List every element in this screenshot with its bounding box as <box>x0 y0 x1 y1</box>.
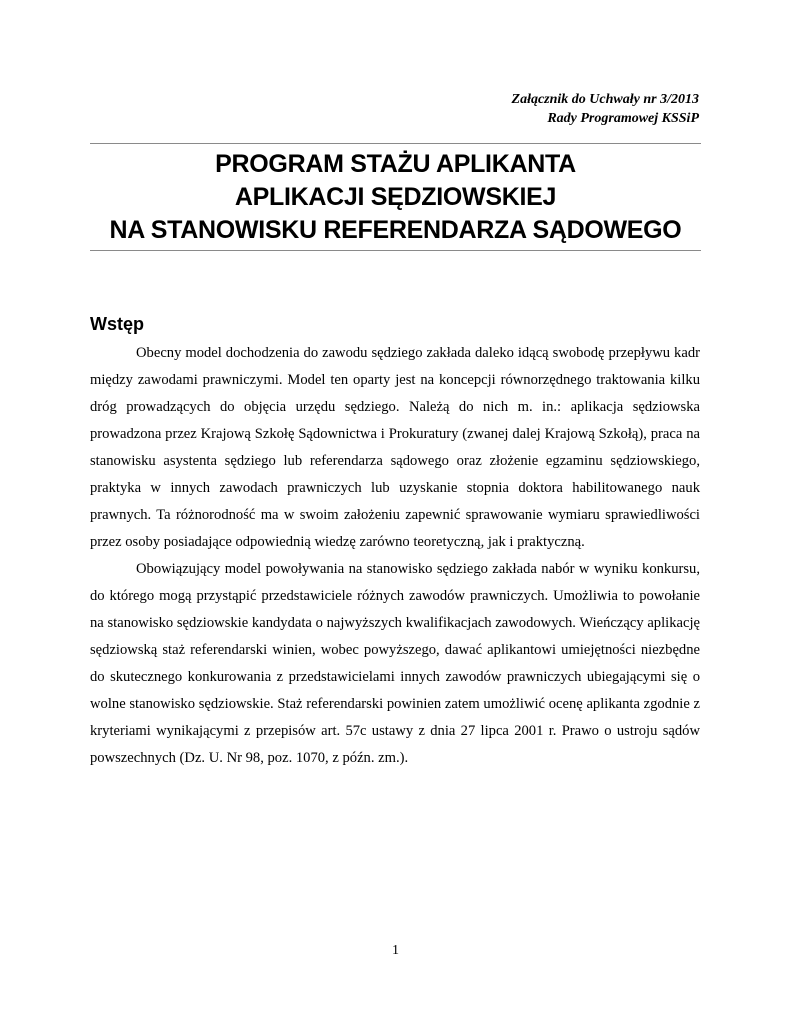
title-top-rule <box>90 143 701 144</box>
paragraph-1: Obecny model dochodzenia do zawodu sędziego zakłada daleko idącą swobodę przepływu kadr między zawodami prawniczymi. Model ten oparty jest na koncepcji równorzędnego traktowania kilku dróg prowadzących do objęcia urzędu sędziego. Należą do nich m. in.: aplikacja sędziowska prowadzona przez Krajową Szkołę Sądownictwa i Prokuratury (zwanej dalej Krajową Szkołą), praca na stanowisku asystenta sędziego lub referendarza sądowego oraz złożenie egzaminu sędziowskiego, praktyka w innych zawodach prawniczych lub uzyskanie stopnia doktora habilitowanego nauk prawnych. Ta różnorodność ma w swoim założeniu zapewnić sprawowanie wymiaru sprawiedliwości przez osoby posiadające odpowiednią wiedzę zarówno teoretyczną, jak i praktyczną. <box>90 345 700 550</box>
annex-line-1: Załącznik do Uchwały nr 3/2013 <box>511 92 699 107</box>
title-bottom-rule <box>90 250 701 251</box>
section-heading: Wstęp <box>90 314 144 334</box>
title-line-2: APLIKACJI SĘDZIOWSKIEJ <box>234 183 557 211</box>
annex-reference <box>512 90 699 128</box>
paragraph-2: Obowiązujący model powoływania na stanowisko sędziego zakłada nabór w wyniku konkursu, do którego mogą przystąpić przedstawiciele różnych zawodów prawniczych. Umożliwia to powołanie na stanowisko sędziowskie kandydata o najwyższych kwalifikacjach zawodowych. Wieńczący aplikację sędziowską staż referendarski winien, wobec powyższego, dawać aplikantowi umiejętności niezbędne do skutecznego konkurowania z przedstawicielami innych zawodów prawniczych ubiegającymi się o wolne stanowisko sędziowskie. Staż referendarski powinien zatem umożliwić ocenę aplikanta zgodnie z kryteriami wynikającymi z przepisów art. 57c ustawy z dnia 27 lipca 2001 r. Prawo o ustroju sądów powszechnych (Dz. U. Nr 98, poz. 1070, z późn. zm.). <box>90 561 700 766</box>
title-line-3: NA STANOWISKU REFERENDARZA SĄDOWEGO <box>109 216 682 244</box>
document-title <box>90 148 701 247</box>
section-body <box>90 340 700 772</box>
annex-line-2: Rady Programowej KSSiP <box>547 111 699 126</box>
page-number: 1 <box>392 943 399 958</box>
title-line-1: PROGRAM STAŻU APLIKANTA <box>215 150 576 178</box>
